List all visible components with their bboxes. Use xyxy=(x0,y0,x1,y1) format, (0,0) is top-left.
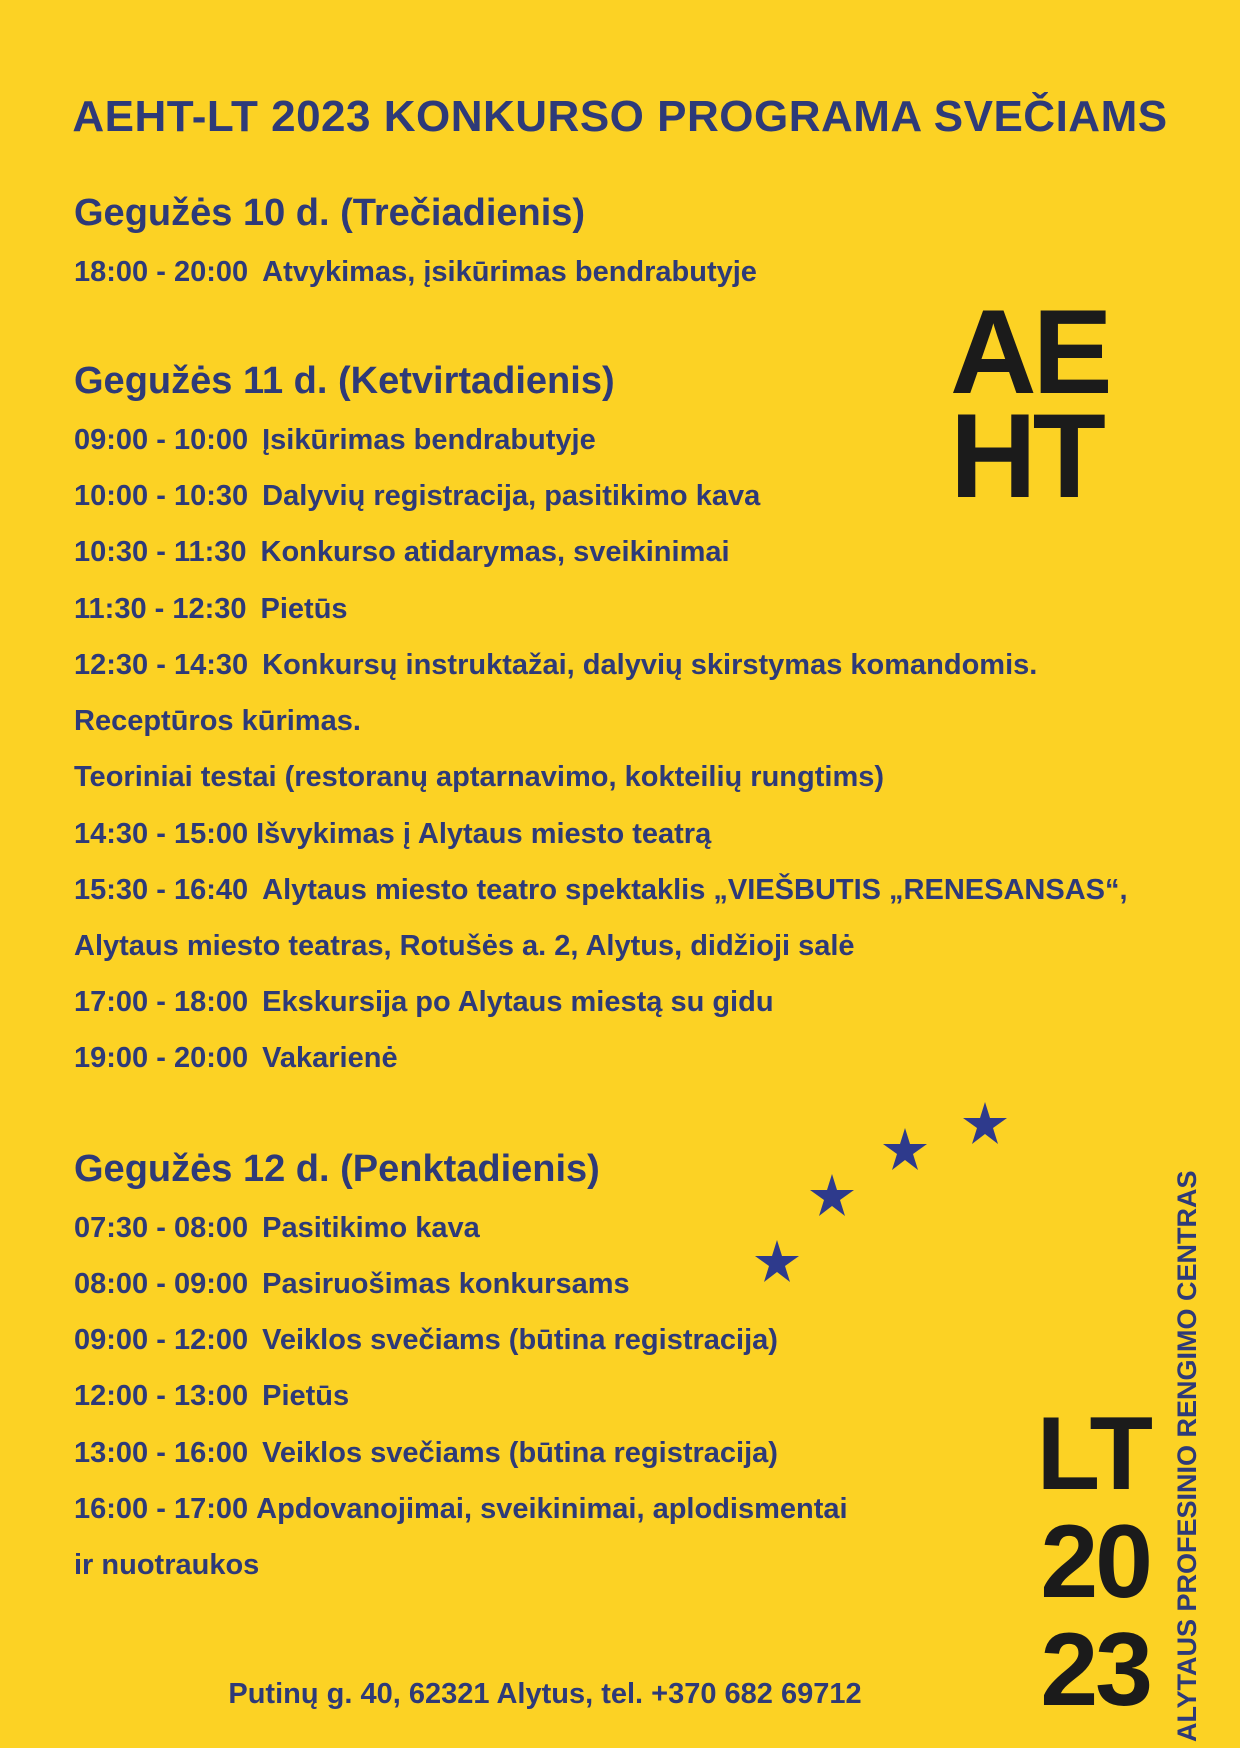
schedule-item xyxy=(74,1324,778,1357)
item-text: Dalyvių registracija, pasitikimo kava xyxy=(262,480,761,512)
star-icon xyxy=(883,1128,927,1170)
item-time: 17:00 - 18:00 xyxy=(74,986,249,1018)
schedule-item-continuation xyxy=(74,930,855,963)
schedule-item-continuation xyxy=(74,1549,259,1582)
item-time: 08:00 - 09:00 xyxy=(74,1268,249,1300)
item-text: Alytaus miesto teatro spektaklis „VIEŠBUTIS „RENESANSAS“, xyxy=(262,874,1128,906)
page-title: AEHT-LT 2023 KONKURSO PROGRAMA SVEČIAMS xyxy=(72,92,1168,141)
item-time: 15:30 - 16:40 xyxy=(74,874,249,906)
star-icon xyxy=(755,1240,799,1282)
item-text: Pasiruošimas konkursams xyxy=(262,1268,630,1300)
logo-bottom-line-1: LT xyxy=(1036,1396,1150,1512)
item-text: Pietūs xyxy=(262,1380,350,1412)
schedule-item xyxy=(74,1212,480,1245)
lt2023-logo xyxy=(1000,1396,1150,1728)
aeht-logo xyxy=(950,285,1120,523)
contact-address: Putinų g. 40, 62321 Alytus, tel. +370 682 69712 xyxy=(228,1678,862,1710)
item-text: Atvykimas, įsikūrimas bendrabutyje xyxy=(262,256,757,288)
star-icon xyxy=(810,1174,854,1216)
item-text: Konkurso atidarymas, sveikinimai xyxy=(260,536,730,568)
schedule-item xyxy=(74,1437,778,1470)
item-time: 09:00 - 10:00 xyxy=(74,424,249,456)
item-text: Alytaus miesto teatras, Rotušės a. 2, Alytus, didžioji salė xyxy=(74,930,855,962)
item-time: 13:00 - 16:00 xyxy=(74,1437,249,1469)
item-time: 19:00 - 20:00 xyxy=(74,1042,249,1074)
item-time: 12:30 - 14:30 xyxy=(74,649,249,681)
item-text: Įsikūrimas bendrabutyje xyxy=(262,424,596,456)
schedule-item xyxy=(74,480,760,513)
item-time: 10:00 - 10:30 xyxy=(74,480,249,512)
schedule-item xyxy=(74,424,596,457)
schedule-item xyxy=(74,593,348,626)
item-text: Pasitikimo kava xyxy=(262,1212,480,1244)
item-text: Apdovanojimai, sveikinimai, aplodismentai xyxy=(256,1493,848,1525)
schedule-item xyxy=(74,1493,848,1526)
item-text: Išvykimas į Alytaus miesto teatrą xyxy=(256,818,712,850)
schedule-item-continuation xyxy=(74,705,361,738)
item-text: Teoriniai testai (restoranų aptarnavimo, kokteilių rungtims) xyxy=(74,761,885,793)
logo-line-2: HT xyxy=(950,389,1102,523)
logo-bottom-line-3: 23 xyxy=(1040,1612,1150,1728)
day-heading-2: Gegužės 11 d. (Ketvirtadienis) xyxy=(74,360,615,402)
schedule-item xyxy=(74,818,711,851)
item-time: 07:30 - 08:00 xyxy=(74,1212,249,1244)
schedule-item xyxy=(74,1268,630,1301)
day-heading-3: Gegužės 12 d. (Penktadienis) xyxy=(74,1148,600,1190)
schedule-item xyxy=(74,256,757,289)
item-time: 10:30 - 11:30 xyxy=(74,536,247,568)
schedule-item-continuation xyxy=(74,761,884,794)
schedule-item xyxy=(74,874,1128,907)
item-time: 16:00 - 17:00 xyxy=(74,1493,249,1525)
item-text: Veiklos svečiams (būtina registracija) xyxy=(262,1324,778,1356)
logo-line-1: AE xyxy=(950,285,1109,419)
logo-bottom-line-2: 20 xyxy=(1040,1504,1150,1620)
item-text: Receptūros kūrimas. xyxy=(74,705,361,737)
schedule-item xyxy=(74,1380,349,1413)
item-time: 12:00 - 13:00 xyxy=(74,1380,249,1412)
schedule-item xyxy=(74,986,774,1019)
schedule-item xyxy=(74,1042,398,1075)
star-icon xyxy=(963,1102,1007,1144)
organization-name: ALYTAUS PROFESINIO RENGIMO CENTRAS xyxy=(1172,1170,1202,1742)
item-time: 14:30 - 15:00 xyxy=(74,818,249,850)
day-heading-1: Gegužės 10 d. (Trečiadienis) xyxy=(74,192,586,234)
item-text: Veiklos svečiams (būtina registracija) xyxy=(262,1437,778,1469)
item-text: ir nuotraukos xyxy=(74,1549,260,1581)
item-text: Vakarienė xyxy=(262,1042,398,1074)
item-text: Pietūs xyxy=(260,593,348,625)
schedule-item xyxy=(74,649,1037,682)
stars-decoration xyxy=(740,1090,1040,1320)
item-time: 09:00 - 12:00 xyxy=(74,1324,249,1356)
item-time: 18:00 - 20:00 xyxy=(74,256,249,288)
schedule-item xyxy=(74,536,730,569)
item-text: Konkursų instruktažai, dalyvių skirstymas komandomis. xyxy=(262,649,1038,681)
item-text: Ekskursija po Alytaus miestą su gidu xyxy=(262,986,774,1018)
item-time: 11:30 - 12:30 xyxy=(74,593,247,625)
